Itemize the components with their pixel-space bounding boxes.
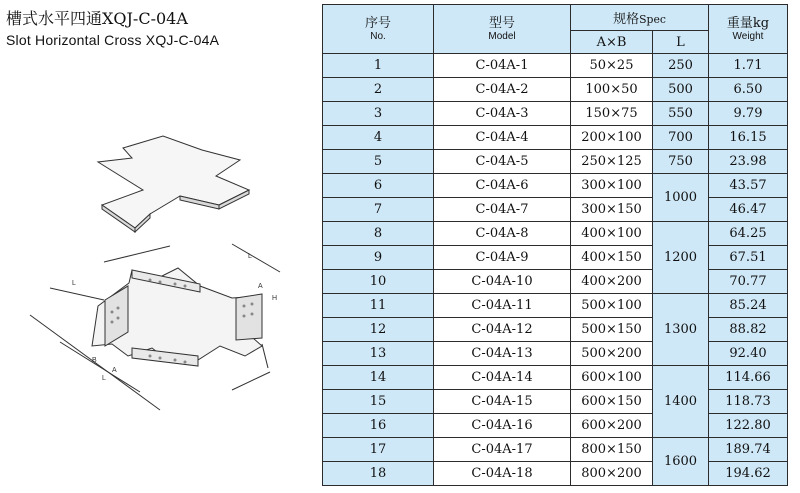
cell-weight: 189.74	[709, 438, 788, 462]
cell-ab: 300×150	[571, 198, 653, 222]
table-row	[323, 390, 788, 414]
cell-model: C-04A-4	[434, 126, 571, 150]
table-row	[323, 294, 788, 318]
cell-no: 17	[323, 438, 434, 462]
cell-model: C-04A-11	[434, 294, 571, 318]
cell-no: 5	[323, 150, 434, 174]
cell-model: C-04A-6	[434, 174, 571, 198]
header-spec: 规格Spec	[571, 5, 709, 31]
cell-ab: 250×125	[571, 150, 653, 174]
cell-ab: 100×50	[571, 78, 653, 102]
cell-weight: 114.66	[709, 366, 788, 390]
cell-l: 750	[653, 150, 709, 174]
cell-weight: 23.98	[709, 150, 788, 174]
cell-model: C-04A-15	[434, 390, 571, 414]
cell-weight: 6.50	[709, 78, 788, 102]
dim-label-a2: A	[258, 283, 263, 290]
dim-label-b: B	[92, 357, 97, 364]
table-row	[323, 78, 788, 102]
cell-no: 11	[323, 294, 434, 318]
cell-no: 4	[323, 126, 434, 150]
cell-model: C-04A-12	[434, 318, 571, 342]
table-row	[323, 54, 788, 78]
cell-l: 1200	[653, 222, 709, 294]
cell-ab: 800×200	[571, 462, 653, 486]
cell-no: 15	[323, 390, 434, 414]
cell-no: 9	[323, 246, 434, 270]
cell-weight: 46.47	[709, 198, 788, 222]
table-row	[323, 246, 788, 270]
cell-weight: 122.80	[709, 414, 788, 438]
cell-model: C-04A-9	[434, 246, 571, 270]
table-row	[323, 270, 788, 294]
table-row	[323, 126, 788, 150]
cell-ab: 400×150	[571, 246, 653, 270]
table-row	[323, 318, 788, 342]
cell-l: 500	[653, 78, 709, 102]
cell-no: 1	[323, 54, 434, 78]
header-l: L	[653, 31, 709, 54]
cell-weight: 16.15	[709, 126, 788, 150]
table-row	[323, 150, 788, 174]
cell-no: 2	[323, 78, 434, 102]
cell-ab: 150×75	[571, 102, 653, 126]
table-row	[323, 414, 788, 438]
dim-label-l3: L	[248, 253, 252, 260]
cell-weight: 194.62	[709, 462, 788, 486]
cell-ab: 50×25	[571, 54, 653, 78]
dim-label-l: L	[72, 280, 76, 287]
table-row	[323, 102, 788, 126]
cell-ab: 300×100	[571, 174, 653, 198]
cross-tray-illustration	[30, 244, 280, 410]
cell-weight: 9.79	[709, 102, 788, 126]
table-row	[323, 438, 788, 462]
cell-no: 13	[323, 342, 434, 366]
cell-model: C-04A-1	[434, 54, 571, 78]
spec-table	[322, 4, 788, 486]
cell-ab: 500×200	[571, 342, 653, 366]
cell-no: 7	[323, 198, 434, 222]
cell-model: C-04A-8	[434, 222, 571, 246]
cell-weight: 43.57	[709, 174, 788, 198]
cell-model: C-04A-17	[434, 438, 571, 462]
cell-weight: 70.77	[709, 270, 788, 294]
cell-no: 3	[323, 102, 434, 126]
cell-ab: 500×150	[571, 318, 653, 342]
cell-ab: 800×150	[571, 438, 653, 462]
cell-model: C-04A-16	[434, 414, 571, 438]
cell-no: 12	[323, 318, 434, 342]
cell-l: 700	[653, 126, 709, 150]
cell-weight: 1.71	[709, 54, 788, 78]
cell-no: 6	[323, 174, 434, 198]
cell-l: 1400	[653, 366, 709, 438]
header-no: 序号 No.	[323, 5, 434, 54]
product-drawings	[0, 70, 310, 430]
cell-ab: 400×100	[571, 222, 653, 246]
cell-ab: 600×100	[571, 366, 653, 390]
cell-model: C-04A-18	[434, 462, 571, 486]
cell-ab: 600×150	[571, 390, 653, 414]
page-title: 槽式水平四通XQJ-C-04A	[6, 9, 188, 28]
cell-ab: 200×100	[571, 126, 653, 150]
cell-l: 250	[653, 54, 709, 78]
cell-model: C-04A-5	[434, 150, 571, 174]
page-subtitle: Slot Horizontal Cross XQJ-C-04A	[6, 32, 220, 48]
table-row	[323, 366, 788, 390]
cell-l: 550	[653, 102, 709, 126]
cell-model: C-04A-10	[434, 270, 571, 294]
cell-l: 1000	[653, 174, 709, 222]
cell-ab: 500×100	[571, 294, 653, 318]
cell-no: 16	[323, 414, 434, 438]
cell-weight: 118.73	[709, 390, 788, 414]
cell-model: C-04A-7	[434, 198, 571, 222]
table-row	[323, 174, 788, 198]
header-ab: A×B	[571, 31, 653, 54]
cross-plate-illustration	[98, 136, 249, 232]
cell-ab: 600×200	[571, 414, 653, 438]
cell-no: 14	[323, 366, 434, 390]
cell-model: C-04A-2	[434, 78, 571, 102]
cell-model: C-04A-14	[434, 366, 571, 390]
dim-label-a: A	[112, 367, 117, 374]
cell-l: 1600	[653, 438, 709, 486]
cell-no: 10	[323, 270, 434, 294]
cell-weight: 67.51	[709, 246, 788, 270]
cell-weight: 64.25	[709, 222, 788, 246]
dim-label-l2: L	[102, 375, 106, 382]
table-row	[323, 462, 788, 486]
cell-weight: 92.40	[709, 342, 788, 366]
table-row	[323, 198, 788, 222]
cell-weight: 85.24	[709, 294, 788, 318]
table-row	[323, 342, 788, 366]
dim-label-h: H	[272, 295, 278, 302]
header-weight: 重量kg Weight	[709, 5, 788, 54]
cell-l: 1300	[653, 294, 709, 366]
cell-ab: 400×200	[571, 270, 653, 294]
cell-model: C-04A-3	[434, 102, 571, 126]
cell-weight: 88.82	[709, 318, 788, 342]
table-row	[323, 222, 788, 246]
cell-no: 18	[323, 462, 434, 486]
header-model: 型号 Model	[434, 5, 571, 54]
cell-no: 8	[323, 222, 434, 246]
cell-model: C-04A-13	[434, 342, 571, 366]
